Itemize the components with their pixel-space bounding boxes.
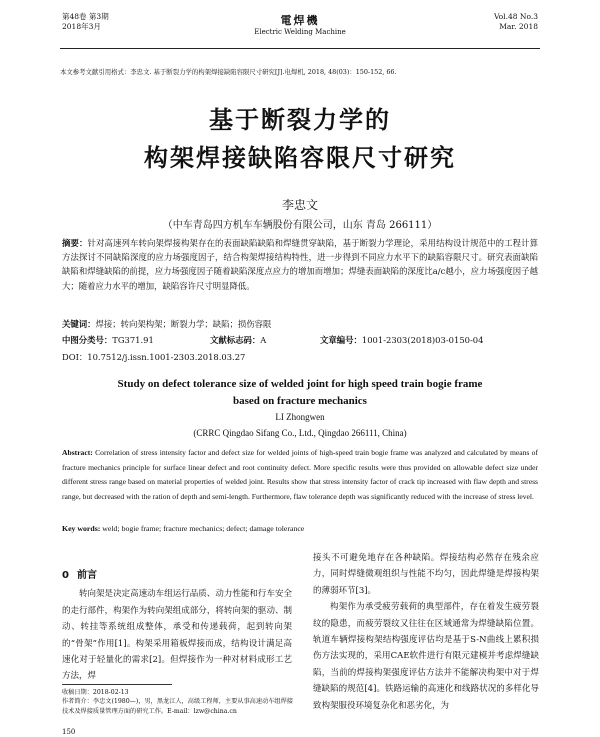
paragraph: 接头不可避免地存在各种缺陷。焊接结构必然存在残余应力，同时焊缝微观组织与性能不均匀，因此焊缝是焊接构架的薄弱环节[3]。 bbox=[313, 553, 539, 596]
abstract-cn-label: 摘要： bbox=[62, 238, 88, 248]
author-en: LI Zhongwen bbox=[275, 412, 325, 422]
abstract-cn bbox=[62, 236, 538, 293]
section-heading bbox=[62, 568, 292, 584]
author-cn: 李忠文 bbox=[281, 198, 318, 212]
title-en-line-1: Study on defect tolerance size of welded joint for high speed train bogie frame bbox=[117, 378, 483, 390]
journal-name-cn: 電焊機 bbox=[280, 14, 320, 27]
keywords-cn bbox=[62, 318, 538, 330]
author-bio: 作者简介：李忠文(1980—)，男，黑龙江人，高级工程师，主要从事高速动车组焊接技术及焊接质量管理方面的研究工作。E-mail：lzw@china.cn bbox=[62, 698, 293, 715]
received-date: 收稿日期：2018-02-13 bbox=[62, 689, 129, 696]
abstract-cn-text: 针对高速列车转向架焊接构架存在的表面缺陷缺陷和焊缝贯穿缺陷，基于断裂力学理论，采用结构设计规范中的工程计算方法探讨不同缺陷深度的应力场强度因子，结合构架焊接结构特性，进一步得到不同应力水平下的缺陷容限尺寸。研究表面缺陷缺陷和焊缝缺陷的前提，应力场强度因子随着缺陷深度点应力的增加而增加；焊缝表面缺陷的深度比a/c越小，应力场强度因子越大；随着应力水平的增加，缺陷容许尺寸明显降低。 bbox=[62, 238, 539, 291]
body-left-column bbox=[62, 568, 292, 685]
journal-name-en: Electric Welding Machine bbox=[254, 28, 346, 36]
keywords-cn-text: 焊接；转向架构架；断裂力学；缺陷；损伤容限 bbox=[95, 319, 272, 329]
title-en-line-2: based on fracture mechanics bbox=[233, 395, 367, 407]
header-right bbox=[494, 12, 538, 32]
keywords-cn-label: 关键词： bbox=[62, 319, 96, 329]
doi: DOI：10.7512/j.issn.1001-2303.2018.03.27 bbox=[62, 352, 246, 362]
article-number: 文章编号：1001-2303(2018)03-0150-04 bbox=[320, 335, 484, 345]
affiliation-en: (CRRC Qingdao Sifang Co., Ltd., Qingdao 266111, China) bbox=[193, 428, 407, 438]
title-en bbox=[60, 376, 540, 410]
abstract-en-label: Abstract: bbox=[62, 448, 93, 457]
keywords-en-label: Key words: bbox=[62, 524, 101, 533]
paragraph: 转向架是决定高速动车组运行品质、动力性能和行车安全的走行部件，构架作为转向架组成部分，将转向架的驱动、制动、转挂等系统组成整体，承受和传递载荷，起到转向架的“骨架”作用[1]。构架采用箱板焊接而成，结构设计满足高速化对于轻量化的需求[2]。但焊接作为一种对材料成形工艺方法，焊 bbox=[62, 589, 292, 682]
header-divider bbox=[60, 48, 540, 49]
page-number: 150 bbox=[62, 728, 76, 736]
header-left bbox=[62, 12, 109, 32]
document-code: 文献标志码：A bbox=[210, 335, 267, 345]
affiliation-cn: （中车青岛四方机车车辆股份有限公司，山东 青岛 266111） bbox=[162, 220, 438, 231]
date-cn: 2018年3月 bbox=[62, 22, 101, 31]
date-en: Mar. 2018 bbox=[499, 22, 538, 31]
volume-issue-en: Vol.48 No.3 bbox=[493, 12, 538, 21]
title-cn-line-1: 基于断裂力学的 bbox=[209, 106, 391, 134]
citation-format: 本文参考文献引用格式：李忠文. 基于断裂力学的构架焊接缺陷容限尺寸研究[J].电焊机, 2018, 48(03)：150-152, 66. bbox=[60, 68, 397, 76]
volume-issue-cn: 第48卷 第3期 bbox=[62, 12, 109, 21]
footnote-divider bbox=[62, 684, 172, 685]
title-cn-line-2: 构架焊接缺陷容限尺寸研究 bbox=[144, 144, 456, 172]
journal-masthead bbox=[215, 12, 385, 36]
paragraph: 构架作为承受疲劳载荷的典型部件，存在着发生疲劳裂纹的隐患，而疲劳裂纹又往往在区域通常为焊缝缺陷位置。轨道车辆焊接构架结构强度评估均是基于S-N曲线上累积损伤方法实现的，采用CAE软件进行有限元建模并考虑焊缝缺陷，当前的焊接构架强度评估方法并不能解决构架中对于焊缝缺陷的规范[4]。铁路运输的高速化和线路状况的多样化导致构架服役环境复杂化和恶劣化，为 bbox=[313, 602, 539, 711]
abstract-en-text: Correlation of stress intensity factor and defect size for welded joints of high-speed train bogie frame was analyzed and calculated by means of fracture mechanics principle for surface linear defect and root continuity defect. More specific results were thus provided on allowable defect size under different stress range based on material properties of welded joint. Results show that stress intensity factor of crack tip increased with flaw depth and stress range, but decreased with the ration of depth and semi-length. Furthermore, flaw tolerance depth was significantly reduced with the increase of stress level. bbox=[62, 448, 538, 501]
abstract-en bbox=[62, 446, 538, 504]
keywords-en bbox=[62, 524, 538, 533]
clc-number: 中图分类号：TG371.91 bbox=[62, 335, 154, 345]
body-right-column bbox=[313, 550, 539, 714]
section-number: 0 bbox=[62, 570, 69, 581]
footnote bbox=[62, 688, 294, 716]
section-title: 前言 bbox=[76, 570, 97, 581]
keywords-en-text: weld; bogie frame; fracture mechanics; defect; damage tolerance bbox=[102, 524, 305, 533]
